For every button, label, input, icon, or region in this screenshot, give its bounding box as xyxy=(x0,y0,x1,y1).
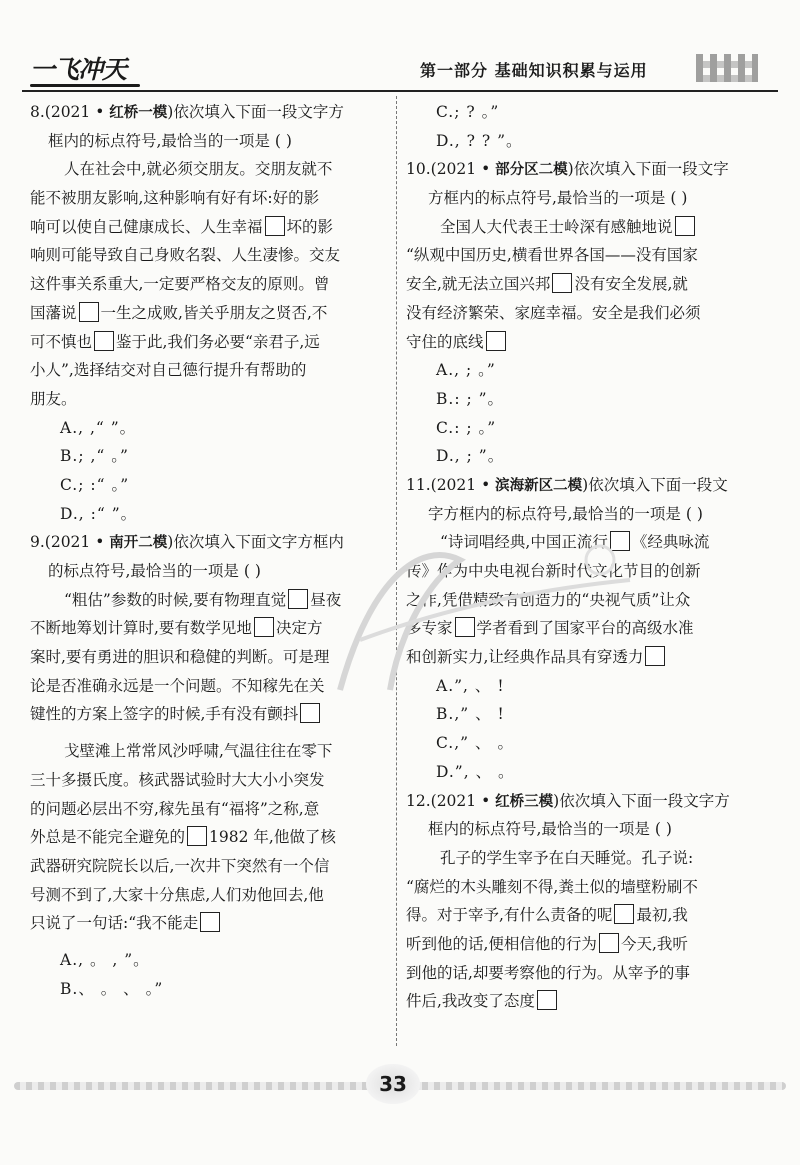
option-b[interactable]: B.、 。 、 。” xyxy=(60,979,164,998)
passage-text: 件后,我改变了态度 xyxy=(406,992,535,1011)
answer-box[interactable] xyxy=(552,273,572,293)
question-number: 8.(2021 • xyxy=(30,103,110,121)
question-stem-text: )依次填入下面一段文 xyxy=(582,475,728,494)
passage-line: “纵观中国历史,横看世界各国——没有国家 xyxy=(406,246,698,265)
page-footer xyxy=(0,1058,800,1118)
passage-text: 坏的影 xyxy=(286,217,334,236)
question-stem-cont: 字方框内的标点符号,最恰当的一项是 ( ) xyxy=(428,504,703,523)
option-d[interactable]: D., ? ? ”。 xyxy=(436,131,523,150)
question-stem-text: )依次填入下面一段文字 xyxy=(567,160,729,179)
question-source: 南开二模 xyxy=(109,535,168,552)
passage-text: 学者看到了国家平台的高级水准 xyxy=(476,619,694,638)
answer-box[interactable] xyxy=(537,990,557,1010)
answer-box[interactable] xyxy=(187,826,207,846)
passage-line xyxy=(406,528,772,557)
passage-line: 人在社会中,就必须交朋友。交朋友就不 xyxy=(64,160,333,179)
question-stem xyxy=(406,471,772,500)
question-stem xyxy=(406,787,772,816)
header-rule xyxy=(22,90,778,92)
option-a[interactable]: A., ,“ ”。 xyxy=(60,418,137,437)
passage-line: 朋友。 xyxy=(30,389,77,408)
passage-text: 全国人大代表王士岭深有感触地说 xyxy=(440,217,673,236)
passage-line xyxy=(406,930,772,959)
passage-line: 武器研究院院长以后,一次井下突然有一个信 xyxy=(30,856,330,875)
answer-box[interactable] xyxy=(645,646,665,666)
passage-line: 三十多摄氏度。核武器试验时大大小小突发 xyxy=(30,770,325,789)
question-number: 12.(2021 • xyxy=(406,791,496,810)
option-c[interactable]: C.; ? 。” xyxy=(436,103,500,121)
passage-line: 论是否准确永远是一个问题。不知稼先在关 xyxy=(30,676,325,695)
question-9-continued xyxy=(406,98,772,155)
answer-box[interactable] xyxy=(610,531,630,551)
passage-text: 鉴于此,我们务必要“亲君子,远 xyxy=(116,332,320,351)
right-column xyxy=(406,98,772,1016)
passage-line xyxy=(406,614,772,643)
answer-box[interactable] xyxy=(79,302,99,322)
spacer xyxy=(30,938,388,946)
passage-line: 小人”,选择结交对自己德行提升有帮助的 xyxy=(30,361,307,380)
answer-box[interactable] xyxy=(486,331,506,351)
passage-text: 只说了一句话:“我不能走 xyxy=(30,914,199,933)
question-source: 滨海新区二模 xyxy=(495,477,583,494)
passage-text: 昼夜 xyxy=(310,590,342,609)
question-stem xyxy=(30,528,388,557)
option-b[interactable]: B.,” 、 ! xyxy=(436,705,505,724)
passage-line xyxy=(30,909,388,938)
question-9 xyxy=(30,528,388,1003)
answer-box[interactable] xyxy=(455,617,475,637)
passage-text: 键性的方案上签字的时候,手有没有颤抖 xyxy=(30,705,299,724)
question-10 xyxy=(406,155,772,471)
passage-line xyxy=(30,328,388,357)
option-a[interactable]: A.”, 、 ! xyxy=(436,676,505,695)
question-stem-text: )依次填入下面文字方框内 xyxy=(167,533,344,552)
passage-line xyxy=(406,643,772,672)
answer-box[interactable] xyxy=(300,703,320,723)
passage-line: 到他的话,却要考察他的行为。从宰予的事 xyxy=(406,963,690,982)
option-c[interactable]: C.; :“ 。” xyxy=(60,475,130,494)
passage-line xyxy=(30,299,388,328)
passage-line xyxy=(30,700,388,729)
question-number: 11.(2021 • xyxy=(406,475,496,494)
passage-text: 国藩说 xyxy=(30,303,77,322)
passage-line: 能不被朋友影响,这种影响有好有坏:好的影 xyxy=(30,189,320,208)
answer-box[interactable] xyxy=(675,216,695,236)
question-stem-text: )依次填入下面一段文字方 xyxy=(167,103,344,121)
passage-line xyxy=(406,213,772,242)
passage-line xyxy=(406,328,772,357)
passage-text: 不断地筹划计算时,要有数学见地 xyxy=(30,619,252,638)
brand-underline xyxy=(30,84,140,87)
passage-line: 案时,要有勇进的胆识和稳健的判断。可是理 xyxy=(30,648,330,667)
passage-text: 决定方 xyxy=(275,619,323,638)
answer-box[interactable] xyxy=(265,216,285,236)
passage-text: 没有安全发展,就 xyxy=(574,275,688,294)
passage-text: “诗词唱经典,中国正流行 xyxy=(440,533,608,552)
page-header xyxy=(22,48,778,92)
answer-box[interactable] xyxy=(599,933,619,953)
header-checker-decoration xyxy=(696,54,758,82)
option-c[interactable]: C.,” 、 。 xyxy=(436,734,514,753)
question-stem-cont: 方框内的标点符号,最恰当的一项是 ( ) xyxy=(428,189,688,208)
passage-line: 的问题必层出不穷,稼先虽有“福将”之称,意 xyxy=(30,799,320,818)
passage-line: “腐烂的木头雕刻不得,粪土似的墙壁粉刷不 xyxy=(406,877,698,896)
passage-line xyxy=(406,987,772,1016)
passage-line xyxy=(406,270,772,299)
question-8 xyxy=(30,98,388,528)
passage-text: 安全,就无法立国兴邦 xyxy=(406,275,551,294)
question-number: 10.(2021 • xyxy=(406,160,496,179)
passage-text: “粗估”参数的时候,要有物理直觉 xyxy=(64,590,287,609)
question-number: 9.(2021 • xyxy=(30,533,110,552)
answer-box[interactable] xyxy=(94,331,114,351)
passage-text: 多专家 xyxy=(406,619,453,638)
passage-text: 1982 年,他做了核 xyxy=(209,828,336,847)
passage-text: 守住的底线 xyxy=(406,332,484,351)
option-b[interactable]: B.: ; ”。 xyxy=(436,389,505,408)
passage-line: 号测不到了,大家十分焦虑,人们劝他回去,他 xyxy=(30,885,324,904)
answer-box[interactable] xyxy=(288,589,308,609)
column-divider xyxy=(396,96,397,1046)
passage-line xyxy=(30,213,388,242)
passage-line xyxy=(406,901,772,930)
option-a[interactable]: A., ; 。” xyxy=(436,361,496,380)
spacer xyxy=(30,729,388,737)
passage-line: 这件事关系重大,一定要严格交友的原则。曾 xyxy=(30,275,330,294)
question-source: 红桥三模 xyxy=(495,793,554,810)
left-column xyxy=(30,98,388,1003)
passage-line: 没有经济繁荣、家庭幸福。安全是我们必须 xyxy=(406,303,701,322)
question-stem-cont: 的标点符号,最恰当的一项是 ( ) xyxy=(48,562,261,580)
option-d[interactable]: D.”, 、 。 xyxy=(436,762,515,781)
question-source: 部分区二模 xyxy=(495,162,568,179)
passage-text: 最初,我 xyxy=(636,906,688,925)
option-c[interactable]: C.: ; 。” xyxy=(436,418,497,437)
passage-line: 戈壁滩上常常风沙呼啸,气温往往在零下 xyxy=(64,742,333,761)
answer-box[interactable] xyxy=(614,904,634,924)
passage-text: 外总是不能完全避免的 xyxy=(30,828,186,847)
question-stem-cont: 框内的标点符号,最恰当的一项是 ( ) xyxy=(428,820,672,839)
passage-text: 可不慎也 xyxy=(30,332,93,351)
passage-text: 得。对于宰予,有什么责备的呢 xyxy=(406,906,613,925)
passage-text: 和创新实力,让经典作品具有穿透力 xyxy=(406,648,644,667)
option-d[interactable]: D., ; ”。 xyxy=(436,447,505,466)
option-d[interactable]: D., :“ ”。 xyxy=(60,504,138,523)
passage-line: 传》作为中央电视台新时代文化节目的创新 xyxy=(406,562,701,580)
question-11 xyxy=(406,471,772,787)
passage-line: 之作,凭借精致有创造力的“央视气质”让众 xyxy=(406,590,691,609)
passage-line: 响则可能导致自己身败名裂、人生凄惨。交友 xyxy=(30,246,341,265)
section-title: 第一部分 基础知识积累与运用 xyxy=(420,61,648,80)
question-stem-cont: 框内的标点符号,最恰当的一项是 ( ) xyxy=(48,131,292,150)
answer-box[interactable] xyxy=(200,912,220,932)
question-source: 红桥一模 xyxy=(109,105,168,121)
question-stem xyxy=(30,98,388,127)
passage-line: 孔子的学生宰予在白天睡觉。孔子说: xyxy=(440,848,694,867)
passage-text: 听到他的话,便相信他的行为 xyxy=(406,934,597,953)
passage-text: 《经典咏流 xyxy=(631,533,710,552)
question-stem xyxy=(406,155,772,184)
passage-text: 响可以使自己健康成长、人生幸福 xyxy=(30,217,263,236)
option-b[interactable]: B.; ,“ 。” xyxy=(60,447,129,466)
passage-line xyxy=(30,823,388,852)
question-stem-text: )依次填入下面一段文字方 xyxy=(553,791,730,810)
answer-box[interactable] xyxy=(254,617,274,637)
passage-text: 一生之成败,皆关乎朋友之贤否,不 xyxy=(100,303,328,322)
option-a[interactable]: A., 。 , ”。 xyxy=(60,950,150,969)
passage-line xyxy=(30,614,388,643)
page-number: 33 xyxy=(366,1064,420,1104)
passage-text: 今天,我听 xyxy=(620,934,688,953)
brand-logo: 一飞冲天 xyxy=(30,55,127,84)
passage-line xyxy=(30,586,388,615)
question-12 xyxy=(406,787,772,1017)
